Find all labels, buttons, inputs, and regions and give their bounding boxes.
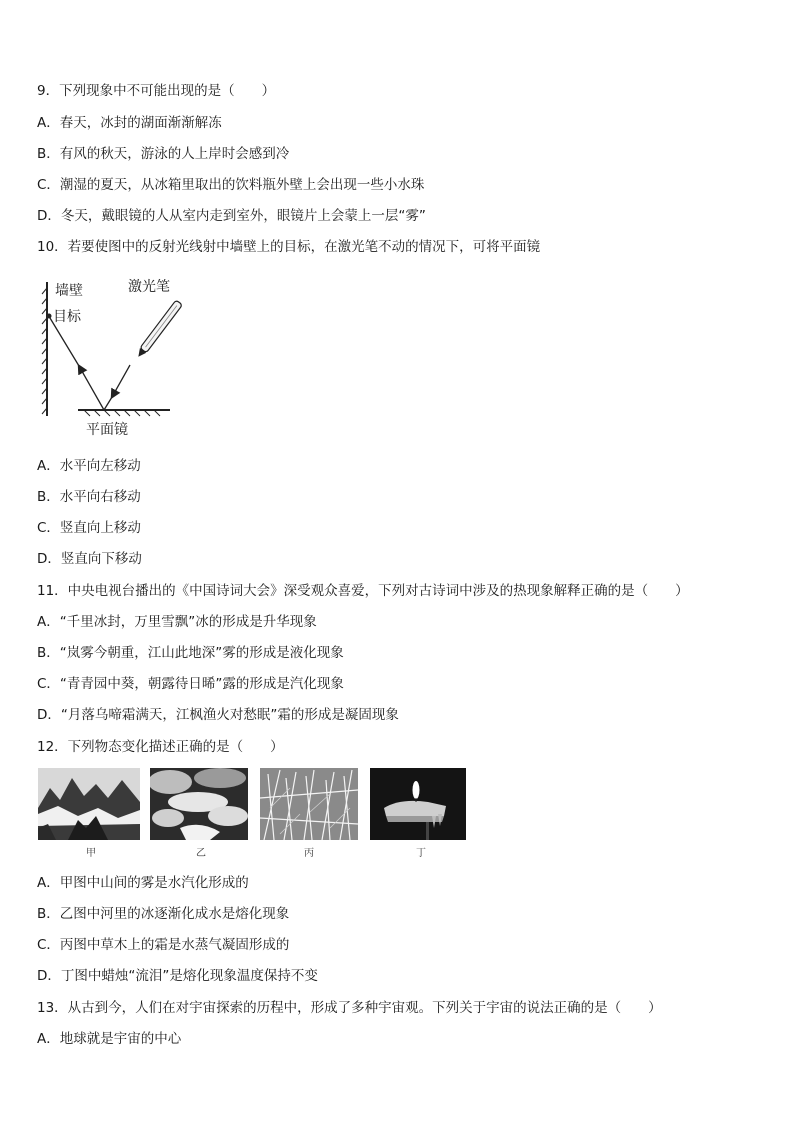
laser-label: 激光笔 [128,279,170,295]
q10-option-c: C．竖直向上移动 [37,520,141,536]
caption-yi: 乙 [196,848,206,859]
target-dot [47,314,52,319]
q10-option-b: B．水平向右移动 [37,489,141,505]
reflection-diagram [38,274,188,442]
photo-bing-frost-grass [260,768,358,840]
q11-option-a: A．“千里冰封，万里雪飘”冰的形成是升华现象 [37,614,317,630]
mirror-label: 平面镜 [86,422,128,438]
q12-option-c: C．丙图中草木上的霜是水蒸气凝固形成的 [37,937,290,953]
laser-pen-icon [135,300,182,359]
q12-option-b: B．乙图中河里的冰逐渐化成水是熔化现象 [37,906,290,922]
q12-option-a: A．甲图中山间的雾是水汽化形成的 [37,875,249,891]
photo-jia-mountain-fog [38,768,140,840]
q9-stem: 9．下列现象中不可能出现的是（ ） [37,83,276,99]
q11-option-c: C．“青青园中葵，朝露待日晞”露的形成是汽化现象 [37,676,344,692]
caption-bing: 丙 [304,848,314,859]
caption-ding: 丁 [416,848,426,859]
incident-ray [112,365,130,397]
q10-stem: 10．若要使图中的反射光线射中墙壁上的目标，在激光笔不动的情况下，可将平面镜 [37,239,541,255]
q12-stem: 12．下列物态变化描述正确的是（ ） [37,739,284,755]
wall-label: 墙壁 [55,283,83,299]
q10-option-a: A．水平向左移动 [37,458,141,474]
photo-yi-ice-river [150,768,248,840]
q9-option-a: A．春天，冰封的湖面渐渐解冻 [37,115,222,131]
q9-option-b: B．有风的秋天，游泳的人上岸时会感到冷 [37,146,290,162]
q11-option-b: B．“岚雾今朝重，江山此地深”雾的形成是液化现象 [37,645,344,661]
q9-option-d: D．冬天，戴眼镜的人从室内走到室外，眼镜片上会蒙上一层“雾” [37,208,426,224]
q13-stem: 13．从古到今，人们在对宇宙探索的历程中，形成了多种宇宙观。下列关于宇宙的说法正确的是（ ） [37,1000,662,1016]
q11-option-d: D．“月落乌啼霜满天，江枫渔火对愁眠”霜的形成是凝固现象 [37,707,399,723]
q9-option-c: C．潮湿的夏天，从冰箱里取出的饮料瓶外壁上会出现一些小水珠 [37,177,425,193]
reflected-ray [79,366,104,410]
caption-jia: 甲 [86,848,96,859]
q10-option-d: D．竖直向下移动 [37,551,142,567]
photo-ding-candle [370,768,466,840]
target-label: 目标 [53,309,81,325]
q12-option-d: D．丁图中蜡烛“流泪”是熔化现象温度保持不变 [37,968,318,984]
q11-stem: 11．中央电视台播出的《中国诗词大会》深受观众喜爱，下列对古诗词中涉及的热现象解释正确的是（ ） [37,583,689,599]
q13-option-a: A．地球就是宇宙的中心 [37,1031,182,1047]
